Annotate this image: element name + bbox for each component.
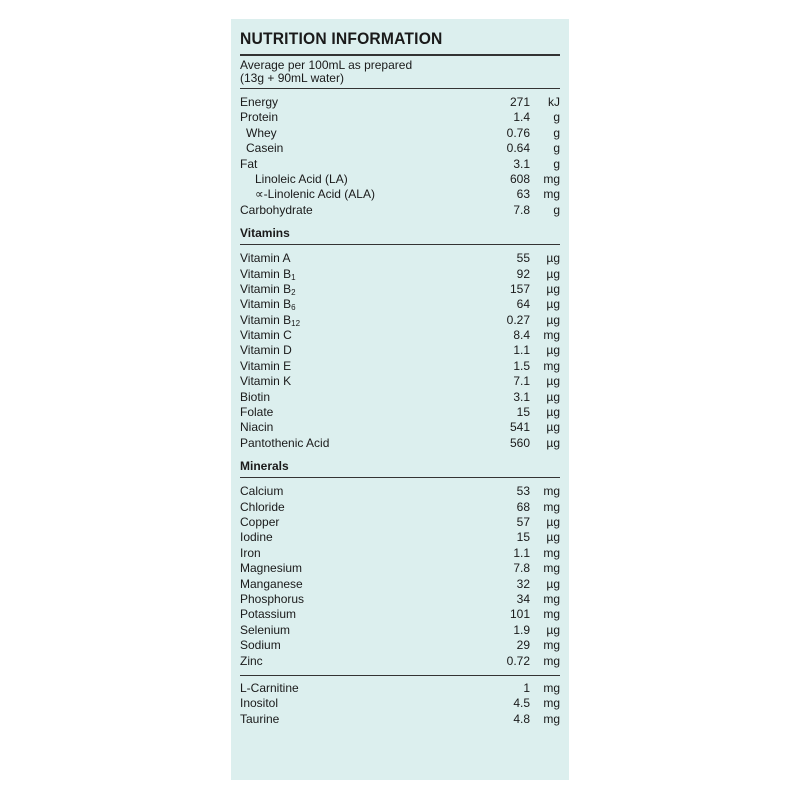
serving-note-line-2: (13g + 90mL water): [240, 71, 344, 85]
nutrient-unit: µg: [546, 405, 560, 420]
nutrient-name: Niacin: [240, 420, 274, 435]
nutrient-unit: kJ: [548, 95, 560, 109]
mineral-row: [240, 623, 560, 638]
nutrient-name: Selenium: [240, 622, 291, 637]
nutrient-name: Manganese: [240, 576, 303, 591]
nutrient-value: 1.4: [513, 110, 530, 125]
nutrient-name: Calcium: [240, 484, 284, 499]
nutrient-value: 4.8: [513, 711, 530, 726]
nutrient-value: 541: [509, 420, 530, 435]
nutrient-name: Linoleic Acid (LA): [255, 171, 348, 186]
nutrient-unit: g: [553, 110, 560, 125]
nutrient-unit: µg: [546, 514, 560, 529]
nutrient-name: Phosphorus: [240, 591, 305, 606]
nutrient-value: 15: [516, 530, 530, 545]
nutrition-panel: [231, 19, 569, 780]
nutrient-name: Vitamin $B_{12}$: [240, 312, 301, 328]
nutrient-unit: µg: [546, 251, 560, 266]
nutrient-unit: mg: [543, 499, 560, 514]
vitamins-section: [240, 245, 560, 451]
nutrient-name: Vitamin $B_2$: [240, 281, 296, 297]
nutrient-unit: µg: [546, 343, 560, 358]
macronutrient-row: [240, 203, 560, 218]
vitamin-row: [240, 343, 560, 358]
nutrient-value: 7.8: [513, 561, 530, 576]
serving-note-line-1: Average per 100mL as prepared: [240, 58, 413, 72]
nutrient-value: 1.9: [513, 622, 530, 637]
nutrient-value: 0.64: [506, 141, 530, 156]
mineral-row: [240, 500, 560, 515]
other-nutrients-section: [240, 676, 560, 727]
nutrient-value: 53: [516, 484, 530, 499]
panel-title: NUTRITION INFORMATION: [240, 29, 443, 48]
nutrient-name: Copper: [240, 514, 280, 529]
nutrient-value: 63: [516, 187, 530, 202]
nutrient-unit: µg: [546, 420, 560, 435]
nutrient-value: 1.1: [513, 545, 530, 560]
nutrient-name: Fat: [240, 156, 258, 171]
mineral-row: [240, 546, 560, 561]
nutrient-unit: µg: [546, 576, 560, 591]
nutrient-unit: mg: [543, 484, 560, 499]
nutrient-value: 1: [523, 680, 530, 695]
nutrient-value: 608: [509, 171, 530, 186]
vitamin-row: [240, 251, 560, 266]
nutrient-name: Protein: [240, 110, 279, 125]
nutrient-value: 0.72: [506, 653, 530, 668]
mineral-row: [240, 638, 560, 653]
macronutrients-section: [240, 89, 560, 218]
nutrient-value: 157: [509, 281, 530, 296]
nutrient-value: 34: [516, 591, 530, 606]
nutrient-unit: mg: [543, 328, 560, 343]
nutrient-unit: g: [553, 156, 560, 171]
nutrient-unit: mg: [543, 561, 560, 576]
mineral-row: [240, 530, 560, 545]
nutrient-name: Iron: [240, 545, 261, 560]
nutrient-value: 0.76: [506, 125, 530, 140]
macronutrient-row: [240, 187, 560, 202]
nutrient-value: 7.8: [513, 202, 530, 217]
nutrient-unit: g: [553, 141, 560, 156]
nutrient-unit: mg: [543, 591, 560, 606]
macronutrient-row: [240, 95, 560, 110]
nutrient-name: Vitamin E: [240, 358, 292, 373]
nutrient-value: 4.5: [513, 696, 530, 711]
nutrient-unit: mg: [543, 638, 560, 653]
nutrient-value: 560: [509, 435, 530, 450]
nutrient-name: Vitamin D: [240, 343, 292, 358]
nutrient-name: Whey: [246, 125, 277, 140]
nutrient-name: Sodium: [240, 638, 281, 653]
mineral-row: [240, 592, 560, 607]
nutrient-unit: mg: [543, 358, 560, 373]
nutrient-unit: g: [553, 125, 560, 140]
nutrient-name: Zinc: [240, 653, 263, 668]
other-nutrient-row: [240, 681, 560, 696]
vitamin-row: [240, 313, 560, 328]
mineral-row: [240, 515, 560, 530]
nutrient-name: Vitamin $B_6$: [240, 297, 296, 313]
nutrient-unit: µg: [546, 530, 560, 545]
nutrient-name: Energy: [240, 95, 279, 109]
nutrient-name: Vitamin $B_1$: [240, 266, 296, 282]
nutrient-value: 0.27: [506, 312, 530, 327]
other-nutrient-row: [240, 696, 560, 711]
nutrient-name: Vitamin C: [240, 328, 292, 343]
minerals-heading: Minerals: [240, 459, 289, 474]
macronutrient-row: [240, 172, 560, 187]
nutrient-name: Inositol: [240, 696, 279, 711]
nutrient-name: ∝-Linolenic Acid (ALA): [255, 187, 375, 202]
mineral-row: [240, 484, 560, 499]
nutrient-name: Pantothenic Acid: [240, 435, 330, 450]
nutrient-unit: µg: [546, 435, 560, 450]
minerals-section: [240, 478, 560, 669]
nutrient-value: 1.1: [513, 343, 530, 358]
nutrient-unit: mg: [543, 711, 560, 726]
nutrient-name: Folate: [240, 405, 274, 420]
nutrient-subscript: 6: [291, 303, 296, 313]
nutrient-name: Iodine: [240, 530, 273, 545]
vitamin-row: [240, 267, 560, 282]
nutrient-value: 101: [509, 607, 530, 622]
mineral-row: [240, 654, 560, 669]
nutrient-name: Magnesium: [240, 561, 303, 576]
vitamin-row: [240, 390, 560, 405]
nutrient-value: 8.4: [513, 328, 530, 343]
nutrient-value: 15: [516, 405, 530, 420]
nutrient-unit: µg: [546, 312, 560, 327]
vitamin-row: [240, 420, 560, 435]
nutrient-value: 29: [516, 638, 530, 653]
other-nutrient-row: [240, 712, 560, 727]
nutrient-name: Casein: [246, 141, 284, 156]
nutrient-value: 32: [516, 576, 530, 591]
nutrient-value: 3.1: [513, 156, 530, 171]
nutrient-value: 64: [516, 297, 530, 312]
nutrient-value: 92: [516, 266, 530, 281]
nutrient-name: Vitamin A: [240, 251, 291, 266]
nutrient-value: 3.1: [513, 389, 530, 404]
nutrient-unit: µg: [546, 389, 560, 404]
nutrient-unit: µg: [546, 297, 560, 312]
vitamin-row: [240, 328, 560, 343]
nutrient-unit: mg: [543, 607, 560, 622]
vitamin-row: [240, 436, 560, 451]
nutrient-name: Vitamin K: [240, 374, 292, 389]
nutrient-value: 68: [516, 499, 530, 514]
vitamin-row: [240, 405, 560, 420]
nutrient-name: Biotin: [240, 389, 271, 404]
nutrient-value: 271: [509, 95, 530, 109]
title-divider: [240, 54, 560, 56]
nutrient-value: 1.5: [513, 358, 530, 373]
nutrient-subscript: 1: [291, 272, 296, 282]
macronutrient-row: [240, 110, 560, 125]
macronutrient-row: [240, 157, 560, 172]
nutrient-unit: g: [553, 202, 560, 217]
vitamin-row: [240, 374, 560, 389]
nutrient-name: Taurine: [240, 711, 280, 726]
vitamin-row: [240, 359, 560, 374]
vitamin-row: [240, 297, 560, 312]
nutrient-value: 57: [516, 514, 530, 529]
mineral-row: [240, 607, 560, 622]
macronutrient-row: [240, 126, 560, 141]
nutrient-unit: mg: [543, 680, 560, 695]
nutrient-unit: µg: [546, 266, 560, 281]
mineral-row: [240, 561, 560, 576]
nutrient-unit: mg: [543, 653, 560, 668]
nutrient-value: 55: [516, 251, 530, 266]
nutrient-unit: mg: [543, 187, 560, 202]
vitamins-heading: Vitamins: [240, 226, 290, 241]
nutrient-name: L-Carnitine: [240, 680, 299, 695]
nutrient-unit: µg: [546, 281, 560, 296]
nutrient-value: 7.1: [513, 374, 530, 389]
nutrient-name: Carbohydrate: [240, 202, 313, 217]
nutrient-name: Potassium: [240, 607, 297, 622]
mineral-row: [240, 577, 560, 592]
nutrient-unit: µg: [546, 622, 560, 637]
macronutrient-row: [240, 141, 560, 156]
nutrient-unit: mg: [543, 171, 560, 186]
nutrient-subscript: 12: [291, 318, 301, 328]
nutrient-unit: mg: [543, 545, 560, 560]
nutrient-subscript: 2: [291, 287, 296, 297]
nutrient-name: Chloride: [240, 499, 285, 514]
nutrient-unit: mg: [543, 696, 560, 711]
nutrient-unit: µg: [546, 374, 560, 389]
serving-note: [240, 59, 560, 88]
vitamin-row: [240, 282, 560, 297]
